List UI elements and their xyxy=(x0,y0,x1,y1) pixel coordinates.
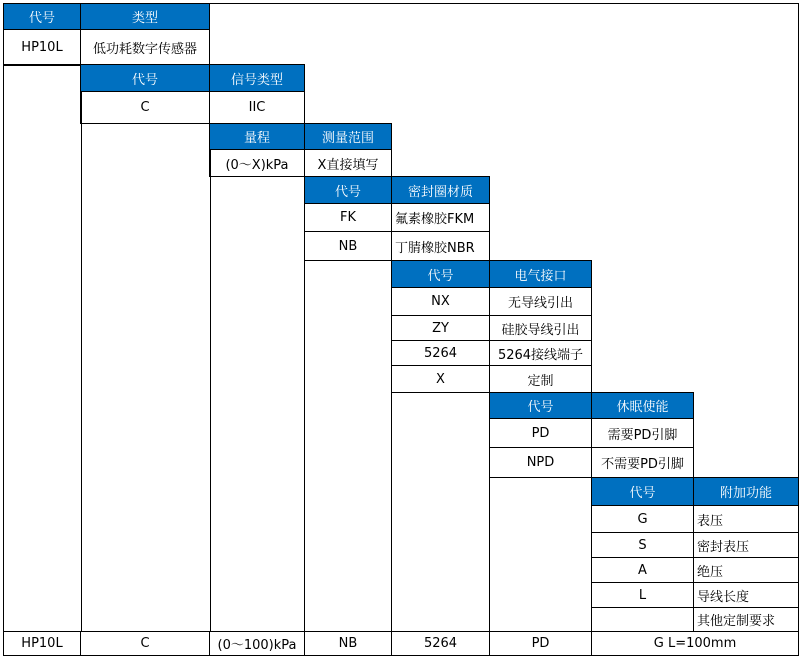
connector-code: X xyxy=(391,365,490,393)
seal-code: NB xyxy=(304,231,392,261)
divider xyxy=(210,124,211,632)
extra-function: 其他定制要求 xyxy=(693,607,799,632)
connector-name: 无导线引出 xyxy=(489,287,592,316)
seal-material: 丁腈橡胶NBR xyxy=(391,231,490,261)
extra-code-header: 代号 xyxy=(591,477,694,506)
connector-header: 电气接口 xyxy=(489,260,592,288)
extra-function-header: 附加功能 xyxy=(693,477,799,506)
connector-code: ZY xyxy=(391,315,490,341)
connector-code: 5264 xyxy=(391,340,490,366)
sleep-code: NPD xyxy=(489,447,592,478)
connector-name: 定制 xyxy=(489,365,592,393)
extra-function: 绝压 xyxy=(693,557,799,583)
connector-code: NX xyxy=(391,287,490,316)
type-code: HP10L xyxy=(3,29,81,65)
range-value: (0～X)kPa xyxy=(209,149,305,177)
seal-material-header: 密封圈材质 xyxy=(391,176,490,204)
type-header: 类型 xyxy=(80,3,210,30)
example-type: HP10L xyxy=(3,631,81,656)
divider xyxy=(81,65,82,632)
example-seal: NB xyxy=(304,631,392,656)
extra-code: A xyxy=(591,557,694,583)
extra-code: S xyxy=(591,532,694,558)
range-header: 量程 xyxy=(209,123,305,150)
connector-name: 5264接线端子 xyxy=(489,340,592,366)
connector-code-header: 代号 xyxy=(391,260,490,288)
signal-code: C xyxy=(80,91,210,124)
example-signal: C xyxy=(80,631,210,656)
connector-name: 硅胶导线引出 xyxy=(489,315,592,341)
type-name: 低功耗数字传感器 xyxy=(80,29,210,65)
signal-code-header: 代号 xyxy=(80,64,210,92)
sleep-option: 需要PD引脚 xyxy=(591,418,694,448)
signal-type: IIC xyxy=(209,91,305,124)
extra-function: 密封表压 xyxy=(693,532,799,558)
example-extra: G L=100mm xyxy=(591,631,799,656)
range-note-header: 测量范围 xyxy=(304,123,392,150)
example-sleep: PD xyxy=(489,631,592,656)
sleep-enable-header: 休眠使能 xyxy=(591,392,694,419)
extra-code xyxy=(591,607,694,632)
extra-function: 表压 xyxy=(693,505,799,533)
sleep-option: 不需要PD引脚 xyxy=(591,447,694,478)
divider xyxy=(4,65,81,66)
range-note: X直接填写 xyxy=(304,149,392,177)
example-range: (0～100)kPa xyxy=(209,631,305,656)
sleep-code-header: 代号 xyxy=(489,392,592,419)
type-code-header: 代号 xyxy=(3,3,81,30)
extra-code: L xyxy=(591,582,694,608)
sleep-code: PD xyxy=(489,418,592,448)
example-connector: 5264 xyxy=(391,631,490,656)
extra-code: G xyxy=(591,505,694,533)
seal-code-header: 代号 xyxy=(304,176,392,204)
extra-function: 导线长度 xyxy=(693,582,799,608)
seal-code: FK xyxy=(304,203,392,232)
seal-material: 氟素橡胶FKM xyxy=(391,203,490,232)
signal-type-header: 信号类型 xyxy=(209,64,305,92)
